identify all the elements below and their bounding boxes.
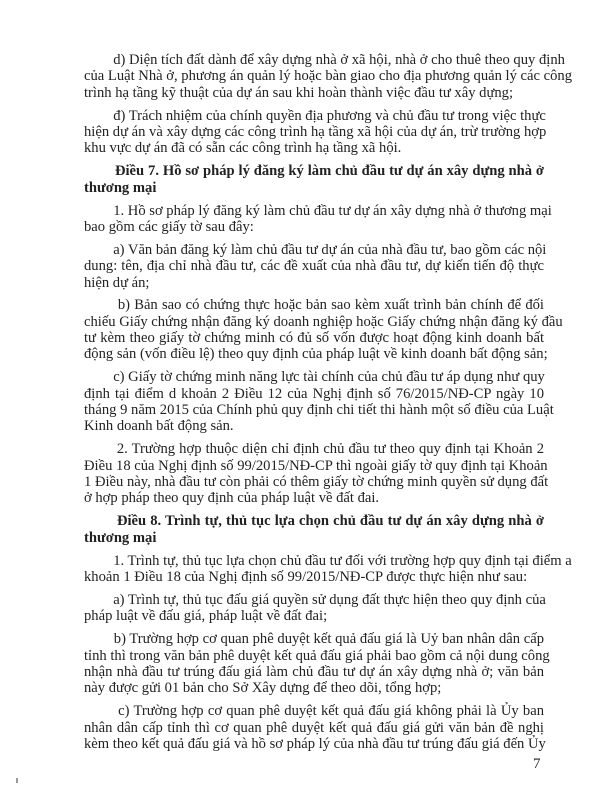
text-line: Điều 8. Trình tự, thủ tục lựa chọn chủ đầu tư dự án xây dựng nhà ở bbox=[84, 513, 544, 530]
paragraph bbox=[84, 241, 547, 291]
text-line: d) Diện tích đất dành để xây dựng nhà ở xã hội, nhà ở cho thuê theo quy định bbox=[84, 52, 565, 68]
paragraph bbox=[84, 107, 547, 157]
text-line: hiện dự án và xây dựng các công trình hạ tầng xã hội của dự án, trừ trường hợp bbox=[84, 123, 547, 140]
text-line: chiếu Giấy chứng nhận đăng ký doanh nghiệp hoặc Giấy chứng nhận đăng ký đầu bbox=[84, 313, 563, 330]
document-body bbox=[84, 52, 572, 752]
text-line: của Luật Nhà ở, phương án quản lý hoặc bàn giao cho địa phương quản lý các công bbox=[84, 68, 572, 85]
text-line: Điều 18 của Nghị định số 99/2015/NĐ-CP thì ngoài giấy tờ quy định tại Khoản bbox=[84, 457, 548, 474]
text-line: thương mại bbox=[84, 179, 157, 196]
text-line: 2. Trường hợp thuộc diện chỉ định chủ đầu tư theo quy định tại Khoản 2 bbox=[84, 441, 544, 458]
text-line: 1. Hồ sơ pháp lý đăng ký làm chủ đầu tư dự án xây dựng nhà ở thương mại bbox=[84, 202, 552, 219]
text-line: đ) Trách nhiệm của chính quyền địa phương và chủ đầu tư trong việc thực bbox=[84, 107, 546, 124]
paragraph bbox=[84, 369, 554, 435]
paragraph bbox=[84, 202, 552, 236]
page-number: 7 bbox=[533, 756, 541, 772]
text-line: kèm theo kết quả đấu giá và hồ sơ pháp lý của nhà đầu tư trúng đấu giá đến Ủy bbox=[84, 735, 546, 752]
text-line: ở hợp pháp theo quy định của pháp luật về đất đai. bbox=[84, 490, 380, 507]
text-line: a) Văn bản đăng ký làm chủ đầu tư dự án của nhà đầu tư, bao gồm các nội bbox=[84, 241, 547, 258]
text-line: khoản 1 Điều 18 của Nghị định số 99/2015/NĐ-CP được thực hiện như sau: bbox=[84, 568, 528, 585]
text-line: c) Giấy tờ chứng minh năng lực tài chính của chủ đầu tư áp dụng như quy bbox=[84, 369, 545, 386]
text-line: bao gồm các giấy tờ sau đây: bbox=[84, 218, 254, 235]
paragraph bbox=[84, 52, 572, 101]
text-line: động sản (vốn điều lệ) theo quy định của pháp luật về kinh doanh bất động sản; bbox=[84, 346, 548, 363]
text-line: tháng 9 năm 2015 của Chính phủ quy định chi tiết thi hành một số điều của Luật bbox=[84, 402, 554, 419]
text-line: tỉnh thì trong văn bản phê duyệt kết quả đấu giá phải bao gồm cả nội dung công bbox=[84, 647, 550, 664]
paragraph bbox=[84, 297, 563, 363]
paragraph bbox=[84, 592, 544, 625]
text-line: khu vực dự án đã có sẵn các công trình hạ tầng xã hội. bbox=[84, 140, 402, 157]
text-line: 1 Điều này, nhà đầu tư còn phải có thêm giấy tờ chứng minh quyền sử dụng đất bbox=[84, 474, 549, 491]
paragraph bbox=[84, 552, 572, 586]
text-line: nhân dân cấp tỉnh thì cơ quan phê duyệt kết quả đấu giá gửi văn bản đề nghị bbox=[84, 719, 544, 736]
text-line: trình hạ tầng kỹ thuật của dự án sau khi hoàn thành việc đầu tư xây dựng; bbox=[84, 84, 514, 101]
text-line: b) Bản sao có chứng thực hoặc bản sao kèm xuất trình bản chính để đối bbox=[84, 297, 544, 314]
text-line: b) Trường hợp cơ quan phê duyệt kết quả đấu giá là Uỷ ban nhân dân cấp bbox=[84, 631, 544, 648]
text-line: tư kèm theo giấy tờ chứng minh có đủ số vốn được hoạt động kinh doanh bất bbox=[84, 330, 544, 347]
text-line: 1. Trình tự, thủ tục lựa chọn chủ đầu tư đối với trường hợp quy định tại điểm a bbox=[84, 552, 572, 569]
text-line: này được gửi 01 bản cho Sở Xây dựng để theo dõi, tổng hợp; bbox=[84, 680, 442, 697]
text-line: nhận nhà đầu tư trúng đấu giá làm chủ đầu tư dự án xây dựng nhà ở; văn bản bbox=[84, 663, 544, 680]
scan-artifact bbox=[16, 778, 18, 783]
text-line: định tại điểm d khoản 2 Điều 12 của Nghị định số 76/2015/NĐ-CP ngày 10 bbox=[84, 385, 544, 402]
text-line: pháp luật về đấu giá, pháp luật về đất đai; bbox=[84, 608, 328, 625]
paragraph bbox=[84, 441, 549, 507]
text-line: dung: tên, địa chỉ nhà đầu tư, các đề xuất của nhà đầu tư, dự kiến tiến độ thực bbox=[84, 258, 544, 275]
paragraph bbox=[84, 703, 544, 752]
text-line: thương mại bbox=[84, 529, 157, 546]
text-line: c) Trường hợp cơ quan phê duyệt kết quả đấu giá không phải là Ủy ban bbox=[84, 703, 544, 720]
text-line: a) Trình tự, thủ tục đấu giá quyền sử dụng đất thực hiện theo quy định của bbox=[84, 591, 546, 608]
article-heading bbox=[84, 163, 544, 196]
paragraph bbox=[84, 631, 550, 697]
text-line: Kinh doanh bất động sản. bbox=[84, 418, 234, 435]
text-line: hiện dự án; bbox=[84, 274, 150, 291]
article-heading bbox=[84, 513, 544, 546]
text-line: Điều 7. Hồ sơ pháp lý đăng ký làm chủ đầu tư dự án xây dựng nhà ở bbox=[84, 163, 544, 180]
